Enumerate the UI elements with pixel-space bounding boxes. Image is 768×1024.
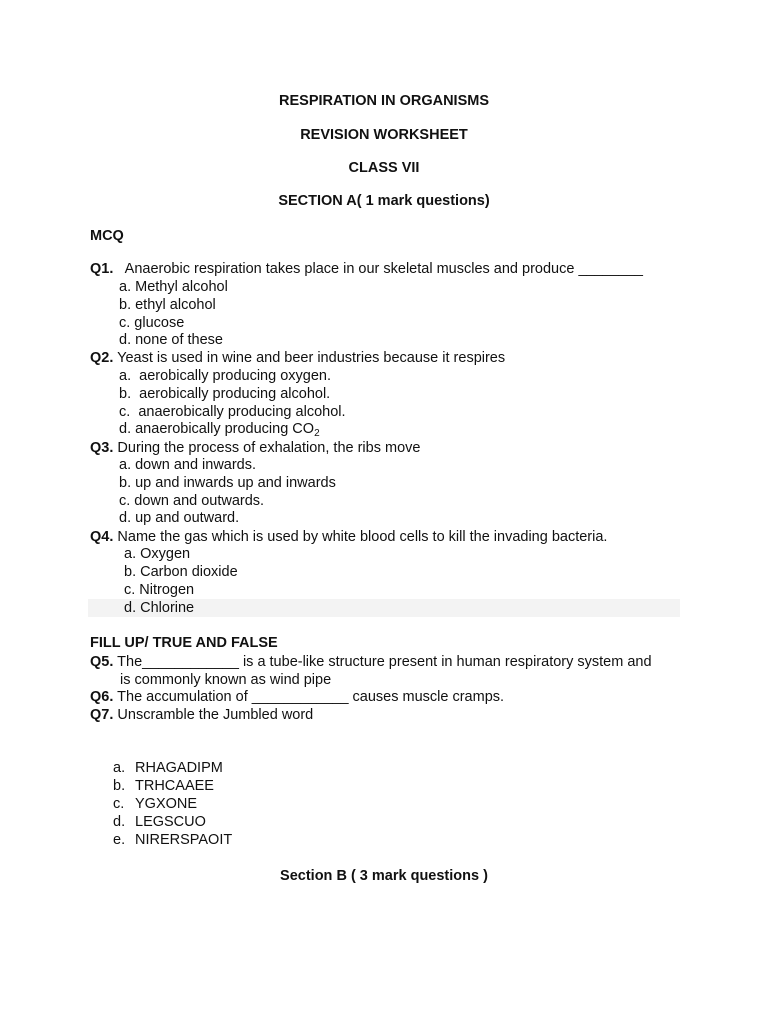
worksheet-subtitle: REVISION WORKSHEET [300, 127, 468, 143]
worksheet-title: RESPIRATION IN ORGANISMS [279, 93, 489, 109]
q2-option-c: c. anaerobically producing alcohol. [119, 404, 346, 420]
question-text: Anaerobic respiration takes place in our skeletal muscles and produce ________ [124, 261, 643, 277]
question-text: The____________ is a tube-like structure present in human respiratory system and [117, 654, 652, 670]
question-1 [90, 261, 643, 277]
q3-option-b: b. up and inwards up and inwards [119, 475, 336, 491]
question-text: During the process of exhalation, the ribs move [117, 440, 421, 456]
q4-option-a: a. Oxygen [124, 546, 191, 562]
q1-option-a: a. Methyl alcohol [119, 279, 228, 295]
fill-up-heading: FILL UP/ TRUE AND FALSE [90, 635, 278, 651]
class-label: CLASS VII [348, 160, 420, 176]
question-text: Name the gas which is used by white blood cells to kill the invading bacteria. [117, 529, 608, 545]
question-5-continued: is commonly known as wind pipe [120, 672, 332, 688]
q1-option-d: d. none of these [119, 332, 223, 348]
section-a-heading: SECTION A( 1 mark questions) [278, 193, 490, 209]
q2-option-b: b. aerobically producing alcohol. [119, 386, 331, 402]
q2-option-a: a. aerobically producing oxygen. [119, 368, 331, 384]
q1-option-b: b. ethyl alcohol [119, 297, 216, 313]
question-3 [90, 440, 420, 456]
question-number: Q3. [90, 440, 114, 456]
question-4 [90, 529, 607, 545]
question-2 [90, 350, 505, 366]
question-number: Q4. [90, 529, 114, 545]
mcq-heading: MCQ [90, 228, 124, 244]
jumbled-word-e: e. NIRERSPAOIT [113, 832, 233, 848]
jumbled-word-d: d. LEGSCUO [113, 814, 206, 830]
question-number: Q5. [90, 654, 114, 670]
q3-option-c: c. down and outwards. [119, 493, 265, 509]
section-b-heading: Section B ( 3 mark questions ) [280, 868, 488, 884]
q3-option-d: d. up and outward. [119, 510, 240, 526]
q4-option-c: c. Nitrogen [124, 582, 195, 598]
jumbled-word-a: a. RHAGADIPM [113, 760, 223, 776]
jumbled-word-c: c. YGXONE [113, 796, 198, 812]
question-text: Unscramble the Jumbled word [117, 707, 314, 723]
q4-option-d: d. Chlorine [124, 600, 195, 616]
question-number: Q7. [90, 707, 114, 723]
question-text: The accumulation of ____________ causes muscle cramps. [117, 689, 505, 705]
question-6 [90, 689, 504, 705]
q1-option-c: c. glucose [119, 315, 185, 331]
q3-option-a: a. down and inwards. [119, 457, 257, 473]
question-5 [90, 654, 652, 670]
question-number: Q6. [90, 689, 114, 705]
question-number: Q2. [90, 350, 114, 366]
q2-option-d: d. anaerobically producing $CO_2$ [119, 421, 320, 439]
question-text: Yeast is used in wine and beer industries because it respires [117, 350, 506, 366]
question-7 [90, 707, 313, 723]
q4-option-b: b. Carbon dioxide [124, 564, 238, 580]
jumbled-word-b: b. TRHCAAEE [113, 778, 214, 794]
question-number: Q1. [90, 261, 114, 277]
